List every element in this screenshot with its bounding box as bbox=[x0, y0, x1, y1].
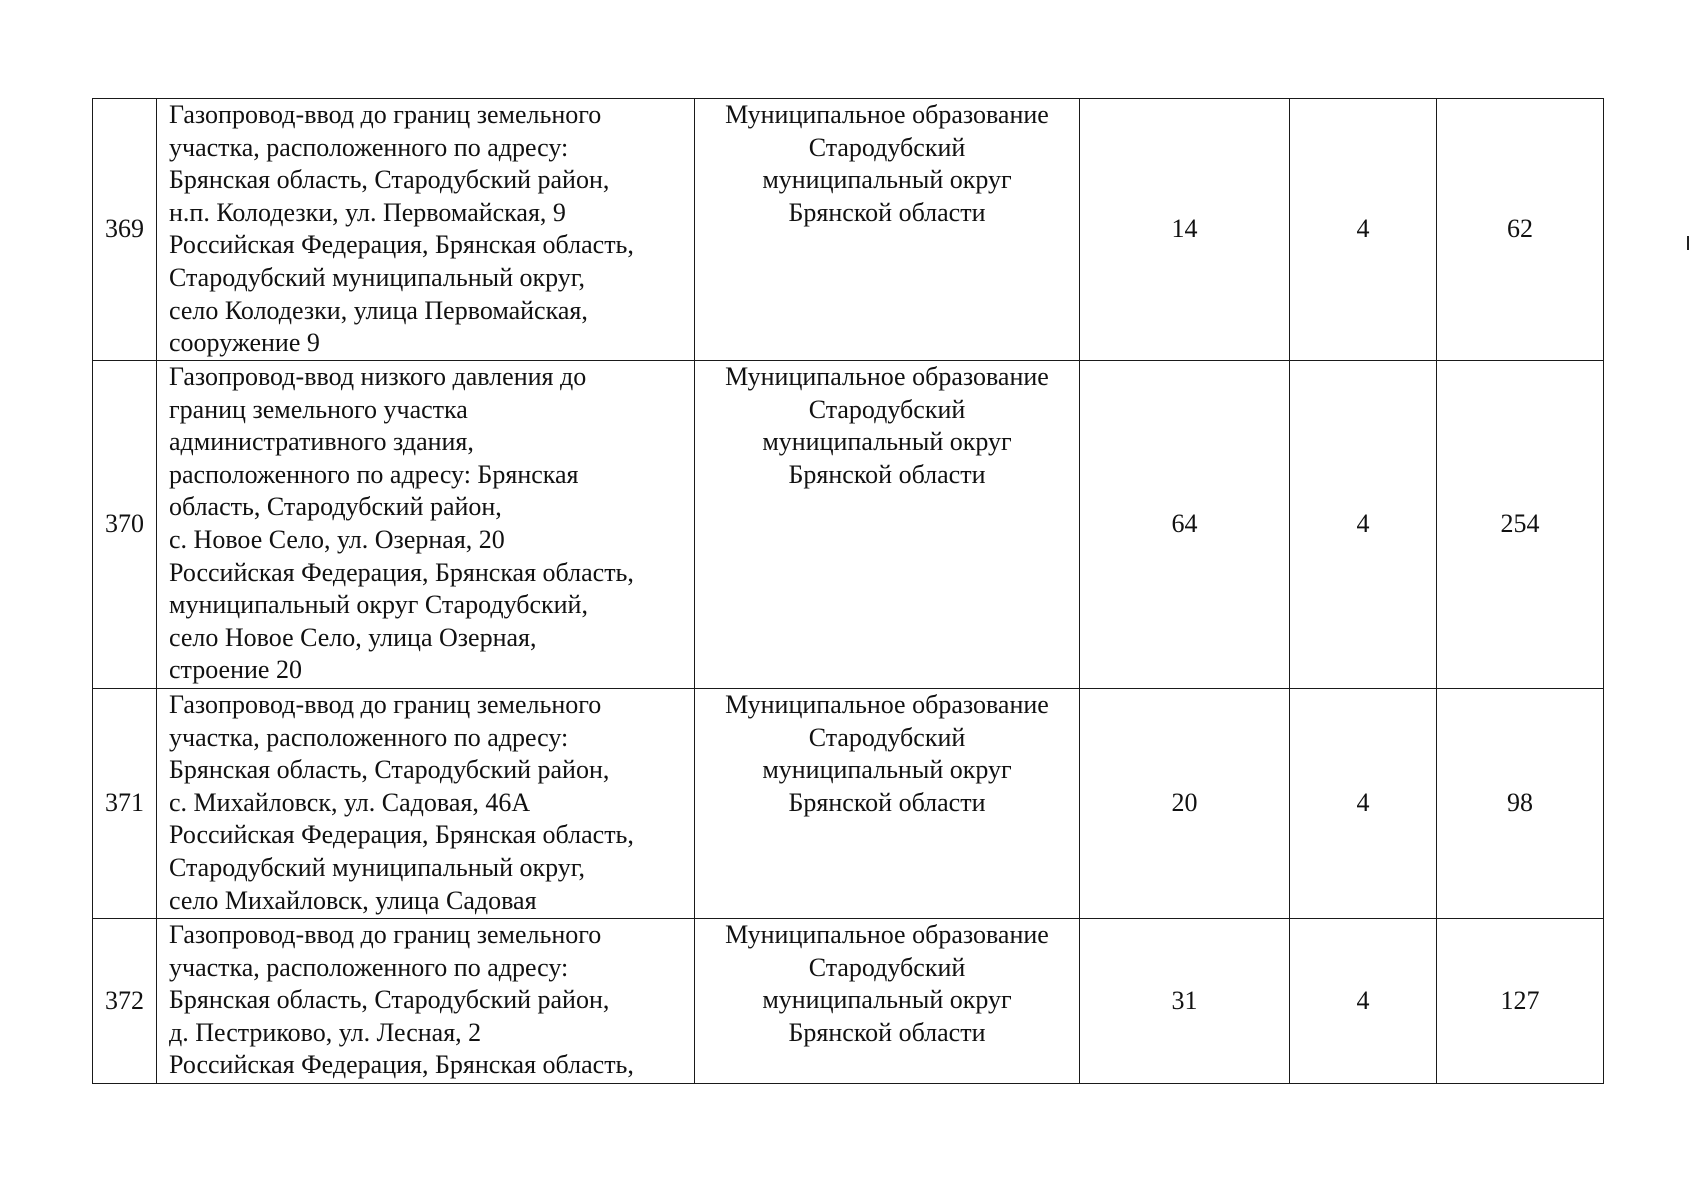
row-number: 369 bbox=[93, 99, 157, 361]
row-number: 371 bbox=[93, 689, 157, 919]
table-row bbox=[93, 689, 1604, 919]
value-cell: 4 bbox=[1290, 361, 1437, 689]
owner-name: Муниципальное образование Стародубский муниципальный округ Брянской области bbox=[695, 689, 1080, 919]
owner-name: Муниципальное образование Стародубский муниципальный округ Брянской области bbox=[695, 361, 1080, 689]
value-cell: 20 bbox=[1080, 689, 1290, 919]
owner-name: Муниципальное образование Стародубский муниципальный округ Брянской области bbox=[695, 919, 1080, 1084]
object-description: Газопровод-ввод до границ земельного участка, расположенного по адресу: Брянская область, Стародубский район, с. Михайловск, ул. Садовая, 46А Российская Федерация, Брянская область, Стародубский муниципальный округ, село Михайловск, улица Садовая bbox=[157, 689, 695, 919]
table-row bbox=[93, 361, 1604, 689]
value-cell: 4 bbox=[1290, 99, 1437, 361]
registry-table bbox=[92, 98, 1604, 1084]
owner-name: Муниципальное образование Стародубский муниципальный округ Брянской области bbox=[695, 99, 1080, 361]
value-cell: 98 bbox=[1437, 689, 1604, 919]
object-description: Газопровод-ввод низкого давления до границ земельного участка административного здания, расположенного по адресу: Брянская область, Стародубский район, с. Новое Село, ул. Озерная, 20 Российская Федерация, Брянская область, муниципальный округ Стародубский, село Новое Село, улица Озерная, строение 20 bbox=[157, 361, 695, 689]
value-cell: 4 bbox=[1290, 919, 1437, 1084]
row-number: 370 bbox=[93, 361, 157, 689]
value-cell: 4 bbox=[1290, 689, 1437, 919]
table-row bbox=[93, 919, 1604, 1084]
table-row bbox=[93, 99, 1604, 361]
value-cell: 64 bbox=[1080, 361, 1290, 689]
row-number: 372 bbox=[93, 919, 157, 1084]
value-cell: 254 bbox=[1437, 361, 1604, 689]
value-cell: 127 bbox=[1437, 919, 1604, 1084]
object-description: Газопровод-ввод до границ земельного участка, расположенного по адресу: Брянская область, Стародубский район, д. Пестриково, ул. Лесная, 2 Российская Федерация, Брянская область, bbox=[157, 919, 695, 1084]
object-description: Газопровод-ввод до границ земельного участка, расположенного по адресу: Брянская область, Стародубский район, н.п. Колодезки, ул. Первомайская, 9 Российская Федерация, Брянская область, Стародубский муниципальный округ, село Колодезки, улица Первомайская, сооружение 9 bbox=[157, 99, 695, 361]
value-cell: 14 bbox=[1080, 99, 1290, 361]
value-cell: 62 bbox=[1437, 99, 1604, 361]
scan-mark bbox=[1687, 236, 1689, 250]
value-cell: 31 bbox=[1080, 919, 1290, 1084]
